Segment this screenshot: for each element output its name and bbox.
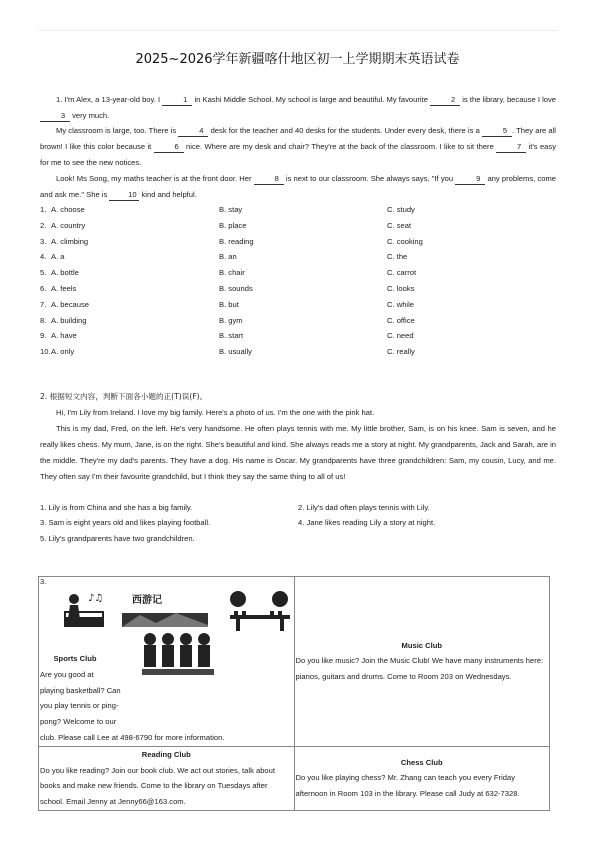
- option-c[interactable]: C. seat: [387, 220, 412, 230]
- q1-paragraph-1: [40, 92, 556, 124]
- option-number: 2.: [40, 220, 47, 230]
- option-number: 5.: [40, 268, 47, 278]
- reading-club-name: Reading Club: [141, 749, 191, 759]
- text: 1. I'm Alex, a 13-year-old boy. I: [56, 95, 163, 104]
- option-a[interactable]: A. bottle: [51, 268, 79, 278]
- option-c[interactable]: C. study: [387, 205, 415, 214]
- option-c[interactable]: C. carrot: [387, 268, 417, 278]
- sports-club-line: playing basketball? Can: [40, 685, 121, 695]
- text: . They are all brown! I like this color because it: [40, 126, 556, 151]
- option-row: [40, 237, 560, 253]
- option-a[interactable]: A. a: [51, 252, 65, 262]
- club-pictures: [40, 587, 293, 651]
- drama-group-icon: [138, 631, 218, 681]
- chess-club-cell: [294, 746, 549, 810]
- sports-club-line: club. Please call Lee at 498-6790 for more information.: [40, 732, 225, 742]
- blank-6[interactable]: 6: [154, 142, 184, 153]
- q2-statement-2[interactable]: 2. Lily's dad often plays tennis with Lily.: [298, 503, 430, 512]
- option-c[interactable]: C. while: [387, 299, 415, 309]
- q2-paragraph-2: This is my dad, Fred, on the left. He's very handsome. He often plays tennis with me. My little brother, Sam, is on his knee. Sam is seven, and he really likes chess. My mum, Jane, is on the right. She's beautiful and kind. She always reads me a story at night. My grandparents, Jack and Sarah, are in the middle. They're my dad's parents. They have a dog. His name is Oscar. My grandparents have three grandchildren: Sam, my cousin, Lucy, and me. They often say I'm their favourite grandchild, but I think they say the same thing to all of us!: [40, 424, 556, 481]
- chess-club-text: Do you like playing chess? Mr. Zhang can teach you every Friday afternoon in Room 103 in the library. Please call Judy at 632-7328.: [295, 773, 520, 799]
- option-b[interactable]: B. reading: [219, 236, 254, 246]
- text: it's easy for me to see the new notices.: [40, 142, 556, 167]
- text: My classroom is large, too. There is: [56, 126, 179, 135]
- chess-players-icon: [226, 589, 294, 633]
- piano-player-icon: [58, 589, 108, 633]
- option-b[interactable]: B. sounds: [219, 283, 253, 293]
- option-b[interactable]: B. chair: [219, 268, 245, 278]
- option-row: [40, 331, 560, 347]
- option-number: 4.: [40, 252, 47, 262]
- text: is next to our classroom. She always says, "If you: [283, 174, 456, 183]
- music-club-text: Do you like music? Join the Music Club! We have many instruments here: pianos, guitars and drums. Come to Room 203 on Wednesdays.: [295, 656, 544, 682]
- book-title: 西游记: [132, 595, 162, 606]
- option-a[interactable]: A. because: [51, 299, 89, 309]
- text: kind and helpful.: [139, 190, 197, 199]
- q2-statement-3[interactable]: 3. Sam is eight years old and likes playing football.: [40, 518, 211, 527]
- q2-statement-4[interactable]: 4. Jane likes reading Lily a story at night.: [298, 518, 436, 527]
- option-number: 9.: [40, 331, 47, 341]
- blank-3[interactable]: 3: [40, 111, 70, 122]
- option-row: [40, 316, 560, 332]
- text: in Kashi Middle School. My school is large and beautiful. My favourite: [192, 95, 431, 104]
- chess-club-name: Chess Club: [400, 757, 443, 767]
- blank-10[interactable]: 10: [109, 190, 139, 201]
- page-title: 2025~2026学年新疆喀什地区初一上学期期末英语试卷: [135, 52, 460, 67]
- q2-statement-5[interactable]: 5. Lily's grandparents have two grandchildren.: [40, 534, 195, 543]
- option-b[interactable]: B. usually: [219, 347, 252, 357]
- header-rule: [38, 30, 558, 31]
- text: is the library, because I love: [460, 95, 557, 104]
- blank-9[interactable]: 9: [455, 174, 485, 185]
- option-a[interactable]: A. building: [51, 315, 87, 325]
- option-c[interactable]: C. need: [387, 331, 414, 341]
- q2-paragraph-1: Hi, I'm Lily from Ireland. I love my big family. Here's a photo of us. I'm the one with the pink hat.: [56, 408, 375, 417]
- option-number: 1.: [40, 205, 47, 214]
- text: nice. Where are my desk and chair? They're at the back of the classroom. I like to sit there: [183, 142, 497, 151]
- option-b[interactable]: B. start: [219, 331, 244, 341]
- option-a[interactable]: A. choose: [51, 205, 85, 214]
- clubs-table: [38, 576, 550, 811]
- option-c[interactable]: C. office: [387, 315, 415, 325]
- q2-title: 2. 根据短文内容，判断下面各小题的正(T)误(F)。: [40, 392, 208, 401]
- option-row: [40, 300, 560, 316]
- option-c[interactable]: C. the: [387, 252, 408, 262]
- sports-club-line: Are you good at: [40, 669, 94, 679]
- option-a[interactable]: A. feels: [51, 283, 77, 293]
- text: any problems, come and ask me." She is: [40, 174, 557, 199]
- music-club-cell: [294, 577, 549, 747]
- sports-club-name: Sports Club: [53, 654, 97, 663]
- option-b[interactable]: B. stay: [219, 205, 243, 214]
- option-number: 3.: [40, 236, 47, 246]
- option-a[interactable]: A. only: [51, 347, 75, 357]
- option-row: [40, 284, 560, 300]
- blank-7[interactable]: 7: [496, 142, 526, 153]
- music-club-name: Music Club: [401, 640, 443, 650]
- text: Look! Ms Song, my maths teacher is at the front door. Her: [56, 174, 254, 183]
- reading-club-text: Do you like reading? Join our book club. We act out stories, talk about books and make new friends. Come to the library on Tuesdays after school. Email Jenny at Jenny66@163.com.: [40, 765, 275, 807]
- option-c[interactable]: C. looks: [387, 283, 415, 293]
- q1-options: [40, 205, 560, 363]
- reading-club-cell: [39, 746, 295, 810]
- option-row: [40, 205, 560, 221]
- option-c[interactable]: C. cooking: [387, 236, 423, 246]
- option-row: [40, 268, 560, 284]
- blank-8[interactable]: 8: [254, 174, 284, 185]
- svg-text:♪♫: ♪♫: [88, 593, 104, 604]
- option-b[interactable]: B. gym: [219, 315, 243, 325]
- blank-1[interactable]: 1: [162, 95, 192, 106]
- q1-paragraph-3: [40, 171, 556, 203]
- blank-5[interactable]: 5: [482, 126, 512, 137]
- option-b[interactable]: B. place: [219, 220, 247, 230]
- option-row: [40, 221, 560, 237]
- sports-club-line: you play tennis or ping-: [40, 701, 119, 711]
- option-number: 8.: [40, 315, 47, 325]
- option-number: 10.: [40, 347, 51, 357]
- text: desk for the teacher and 40 desks for the students. Under every desk, there is a: [208, 126, 482, 135]
- option-a[interactable]: A. have: [51, 331, 77, 341]
- option-row: [40, 252, 560, 268]
- option-a[interactable]: A. country: [51, 220, 86, 230]
- q2-statement-1[interactable]: 1. Lily is from China and she has a big family.: [40, 503, 193, 512]
- option-a[interactable]: A. climbing: [51, 236, 89, 246]
- option-number: 6.: [40, 283, 47, 293]
- blank-4[interactable]: 4: [178, 126, 208, 137]
- option-b[interactable]: B. an: [219, 252, 237, 262]
- q3-number: 3.: [40, 577, 47, 586]
- text: very much.: [70, 111, 110, 120]
- option-number: 7.: [40, 299, 47, 309]
- blank-2[interactable]: 2: [430, 95, 460, 106]
- option-c[interactable]: C. really: [387, 347, 415, 357]
- option-b[interactable]: B. but: [219, 299, 239, 309]
- option-row: [40, 347, 560, 363]
- sports-club-cell: [39, 577, 295, 747]
- q1-paragraph-2: [40, 123, 556, 171]
- sports-club-line: pong? Welcome to our: [40, 717, 117, 727]
